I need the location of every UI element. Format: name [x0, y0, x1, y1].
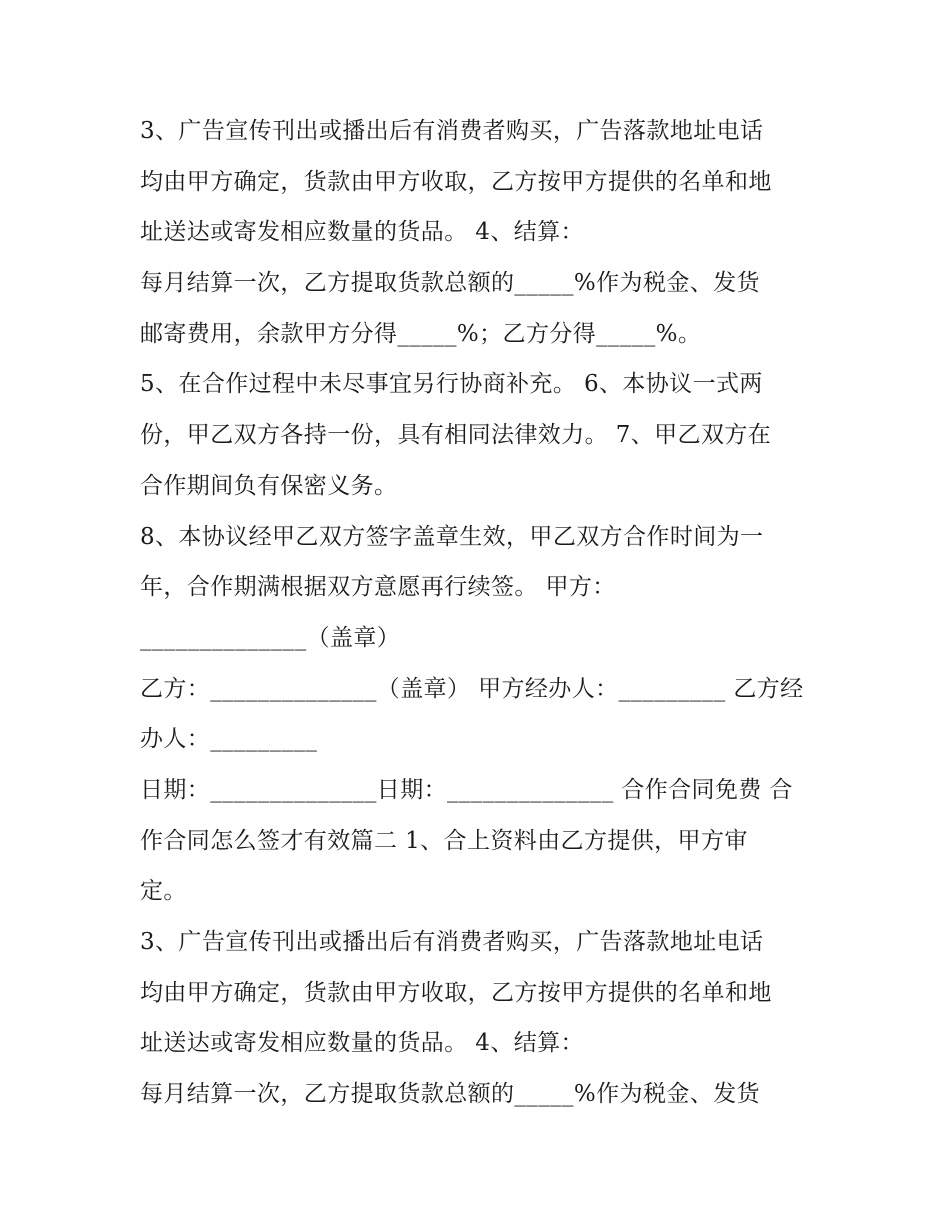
text-line: 每月结算一次，乙方提取货款总额的_____%作为税金、发货	[140, 1081, 760, 1108]
text-line: 年，合作期满根据双方意愿再行续签。 甲方：	[140, 574, 616, 601]
text-line: 日期：______________日期：______________ 合作合同免费 合	[140, 776, 793, 803]
text-line: 3、广告宣传刊出或播出后有消费者购买，广告落款地址电话	[140, 118, 764, 144]
text-line: 均由甲方确定，货款由甲方收取，乙方按甲方提供的名单和地	[140, 979, 772, 1006]
text-line: 均由甲方确定，货款由甲方收取，乙方按甲方提供的名单和地	[140, 168, 772, 195]
text-line: 址送达或寄发相应数量的货品。 4、结算：	[140, 1030, 584, 1057]
text-line: ______________（盖章）	[140, 624, 401, 651]
text-line: 8、本协议经甲乙双方签字盖章生效，甲乙双方合作时间为一	[140, 523, 764, 550]
text-line: 定。	[140, 878, 187, 905]
text-line: 5、在合作过程中未尽事宜另行协商补充。 6、本协议一式两	[140, 371, 763, 398]
text-line: 址送达或寄发相应数量的货品。 4、结算：	[140, 219, 584, 246]
text-line: 邮寄费用，余款甲方分得_____%；乙方分得_____%。	[140, 320, 702, 347]
text-line: 合作期间负有保密义务。	[140, 472, 398, 499]
text-line: 作合同怎么签才有效篇二 1、合上资料由乙方提供，甲方审	[140, 827, 748, 854]
text-line: 份，甲乙双方各持一份，具有相同法律效力。 7、甲乙双方在	[140, 422, 772, 449]
text-line: 乙方：______________（盖章） 甲方经办人：_________ 乙方经	[140, 675, 804, 702]
text-line: 办人：_________	[140, 726, 318, 753]
text-line: 每月结算一次，乙方提取货款总额的_____%作为税金、发货	[140, 270, 760, 297]
text-line: 3、广告宣传刊出或播出后有消费者购买，广告落款地址电话	[140, 929, 764, 955]
document-body	[140, 106, 830, 1120]
